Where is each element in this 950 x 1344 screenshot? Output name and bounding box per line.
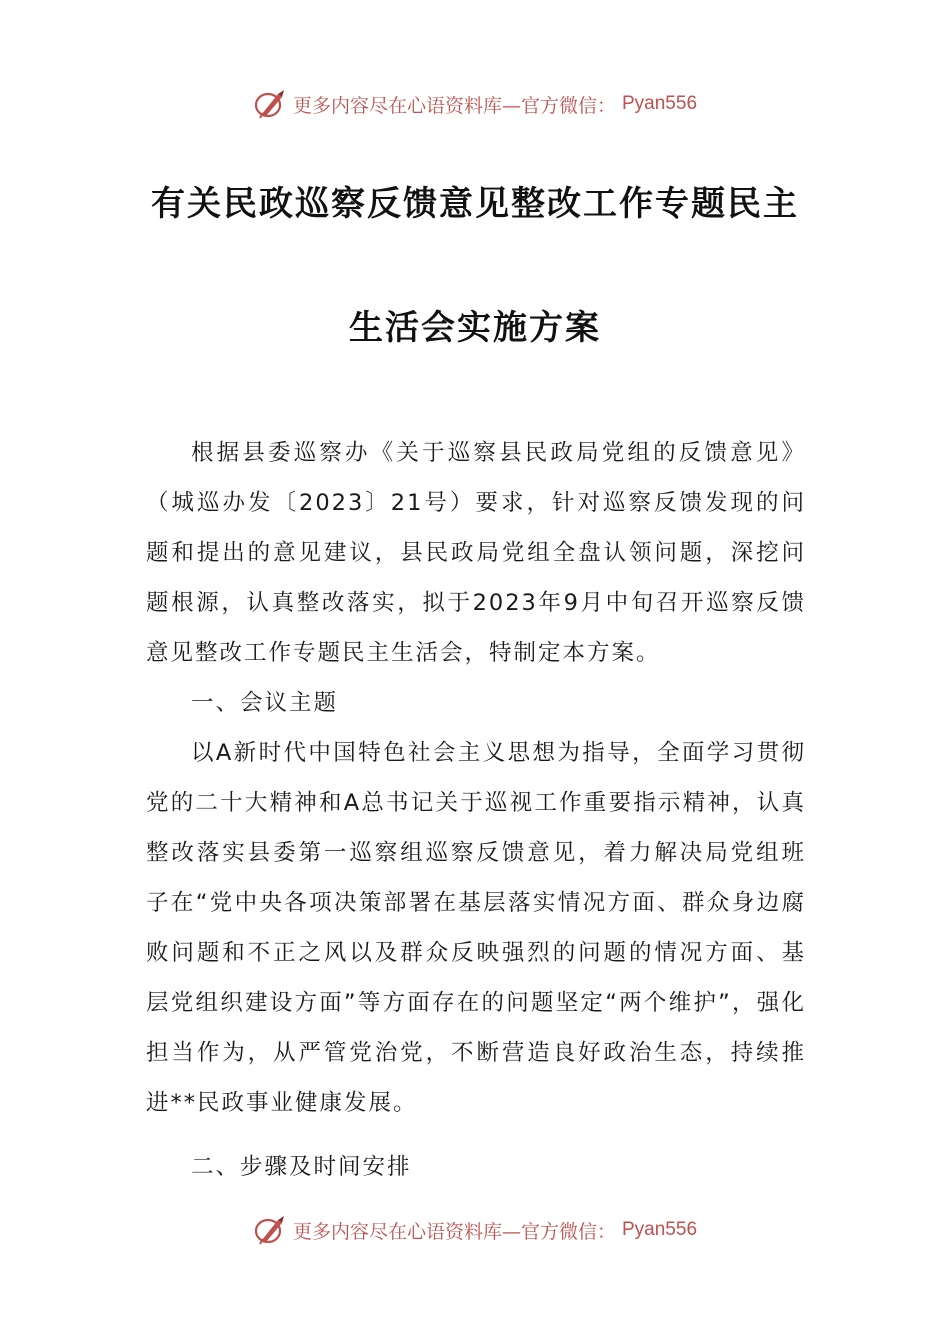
section2-heading: 二、步骤及时间安排 [191, 1154, 412, 1180]
pen-nib-logo-icon [253, 1214, 287, 1246]
intro-paragraph: 根据县委巡察办《关于巡察县民政局党组的反馈意见》（城巡办发〔2023〕21号）要求，针对巡察反馈发现的问题和提出的意见建议，县民政局党组全盘认领问题，深挖问题根源，认真整改落实，拟于2023年9月中旬召开巡察反馈意见整改工作专题民主生活会，特制定本方案。 [146, 440, 806, 666]
footer-watermark [0, 1214, 950, 1246]
document-title-line2: 生活会实施方案 [349, 308, 601, 348]
watermark-wechat-id: Pyan556 [622, 93, 698, 114]
document-title-line1: 有关民政巡察反馈意见整改工作专题民主 [151, 184, 799, 224]
watermark-text: 更多内容尽在心语资料库—官方微信： [292, 1220, 616, 1243]
section1-heading: 一、会议主题 [191, 690, 339, 716]
watermark-text: 更多内容尽在心语资料库—官方微信： [292, 94, 616, 117]
section1-paragraph: 以A新时代中国特色社会主义思想为指导，全面学习贯彻党的二十大精神和A总书记关于巡视工作重要指示精神，认真整改落实县委第一巡察组巡察反馈意见，着力解决局党组班子在“党中央各项决策部署在基层落实情况方面、群众身边腐败问题和不正之风以及群众反映强烈的问题的情况方面、基层党组织建设方面”等方面存在的问题坚定“两个维护”，强化担当作为，从严管党治党，不断营造良好政治生态，持续推进**民政事业健康发展。 [146, 740, 806, 1116]
document-body [146, 428, 806, 1192]
pen-nib-logo-icon [253, 88, 287, 120]
watermark-wechat-id: Pyan556 [622, 1219, 698, 1240]
header-watermark [0, 88, 950, 120]
